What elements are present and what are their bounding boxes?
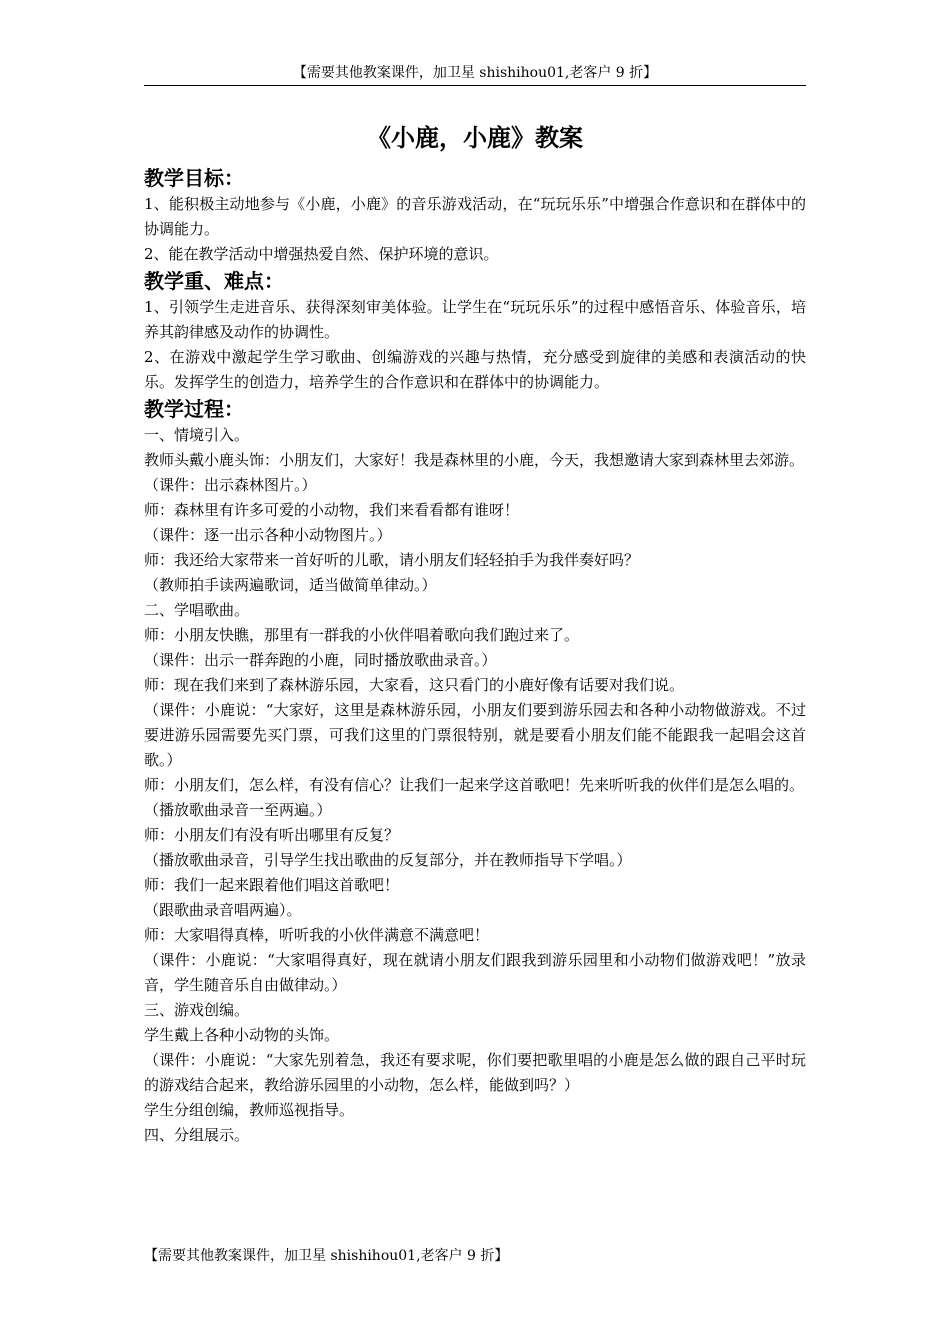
section-heading-process: 教学过程： xyxy=(144,397,244,421)
process-item: 师：小朋友快瞧，那里有一群我的小伙伴唱着歌向我们跑过来了。 xyxy=(144,626,580,644)
page-header-note: 【需要其他教案课件，加卫星 shishihou01,老客户 9 折】 xyxy=(292,65,658,81)
process-item: （课件：出示一群奔跑的小鹿，同时播放歌曲录音。） xyxy=(144,651,497,669)
process-item: （课件：出示森林图片。） xyxy=(144,476,317,494)
header-divider xyxy=(144,85,806,86)
process-item: 二、学唱歌曲。 xyxy=(144,601,250,619)
process-item: 师：森林里有许多可爱的小动物，我们来看看都有谁呀！ xyxy=(144,501,520,519)
page-footer-note: 【需要其他教案课件，加卫星 shishihou01,老客户 9 折】 xyxy=(144,1248,509,1264)
process-item: 教师头戴小鹿头饰：小朋友们，大家好！我是森林里的小鹿，今天，我想邀请大家到森林里去郊游。 xyxy=(144,451,805,469)
goal-item-1: 1、能积极主动地参与《小鹿，小鹿》的音乐游戏活动，在“玩玩乐乐”中增强合作意识和在群体中的协调能力。 xyxy=(144,195,806,238)
process-item: 师：小朋友们有没有听出哪里有反复？ xyxy=(144,826,400,844)
process-item: （播放歌曲录音，引导学生找出歌曲的反复部分，并在教师指导下学唱。） xyxy=(144,851,632,869)
document-title: 《小鹿，小鹿》教案 xyxy=(367,123,583,152)
process-item: 师：大家唱得真棒，听听我的小伙伴满意不满意吧！ xyxy=(144,926,490,944)
process-item: （教师拍手读两遍歌词，适当做简单律动。） xyxy=(144,576,437,594)
process-item: （课件：小鹿说：“大家唱得真好，现在就请小朋友们跟我到游乐园里和小动物们做游戏吧！”放录音，学生随音乐自由做律动。） xyxy=(144,951,806,994)
process-item: 学生分组创编，教师巡视指导。 xyxy=(144,1101,355,1119)
process-item: 师：我还给大家带来一首好听的儿歌，请小朋友们轻轻拍手为我伴奏好吗？ xyxy=(144,551,640,569)
process-item: （课件：小鹿说：“大家先别着急，我还有要求呢，你们要把歌里唱的小鹿是怎么做的跟自己平时玩的游戏结合起来，教给游乐园里的小动物，怎么样，能做到吗？） xyxy=(144,1051,806,1094)
document-body xyxy=(144,118,806,1148)
process-item: （课件：逐一出示各种小动物图片。） xyxy=(144,526,392,544)
key-point-item-2: 2、在游戏中激起学生学习歌曲、创编游戏的兴趣与热情，充分感受到旋律的美感和表演活动的快乐。发挥学生的创造力，培养学生的合作意识和在群体中的协调能力。 xyxy=(144,348,806,391)
process-item: 一、情境引入。 xyxy=(144,426,250,444)
process-item: 师：小朋友们，怎么样，有没有信心？让我们一起来学这首歌吧！先来听听我的伙伴们是怎么唱的。 xyxy=(144,776,805,794)
goal-item-2: 2、能在教学活动中增强热爱自然、保护环境的意识。 xyxy=(144,245,499,263)
process-item: 四、分组展示。 xyxy=(144,1126,250,1144)
section-heading-key-points: 教学重、难点： xyxy=(144,269,284,293)
process-item: 学生戴上各种小动物的头饰。 xyxy=(144,1026,340,1044)
section-heading-goals: 教学目标： xyxy=(144,166,244,190)
process-item: （课件：小鹿说：“大家好，这里是森林游乐园，小朋友们要到游乐园去和各种小动物做游戏。不过要进游乐园需要先买门票，可我们这里的门票很特别，就是要看小朋友们能不能跟我一起唱会这首歌。） xyxy=(144,701,806,769)
process-item: 师：我们一起来跟着他们唱这首歌吧！ xyxy=(144,876,400,894)
process-item: （播放歌曲录音一至两遍。） xyxy=(144,801,332,819)
process-item: 三、游戏创编。 xyxy=(144,1001,250,1019)
process-item: （跟歌曲录音唱两遍）。 xyxy=(144,901,302,919)
process-item: 师：现在我们来到了森林游乐园，大家看，这只看门的小鹿好像有话要对我们说。 xyxy=(144,676,685,694)
key-point-item-1: 1、引领学生走进音乐、获得深刻审美体验。让学生在“玩玩乐乐”的过程中感悟音乐、体验音乐，培养其韵律感及动作的协调性。 xyxy=(144,298,806,341)
